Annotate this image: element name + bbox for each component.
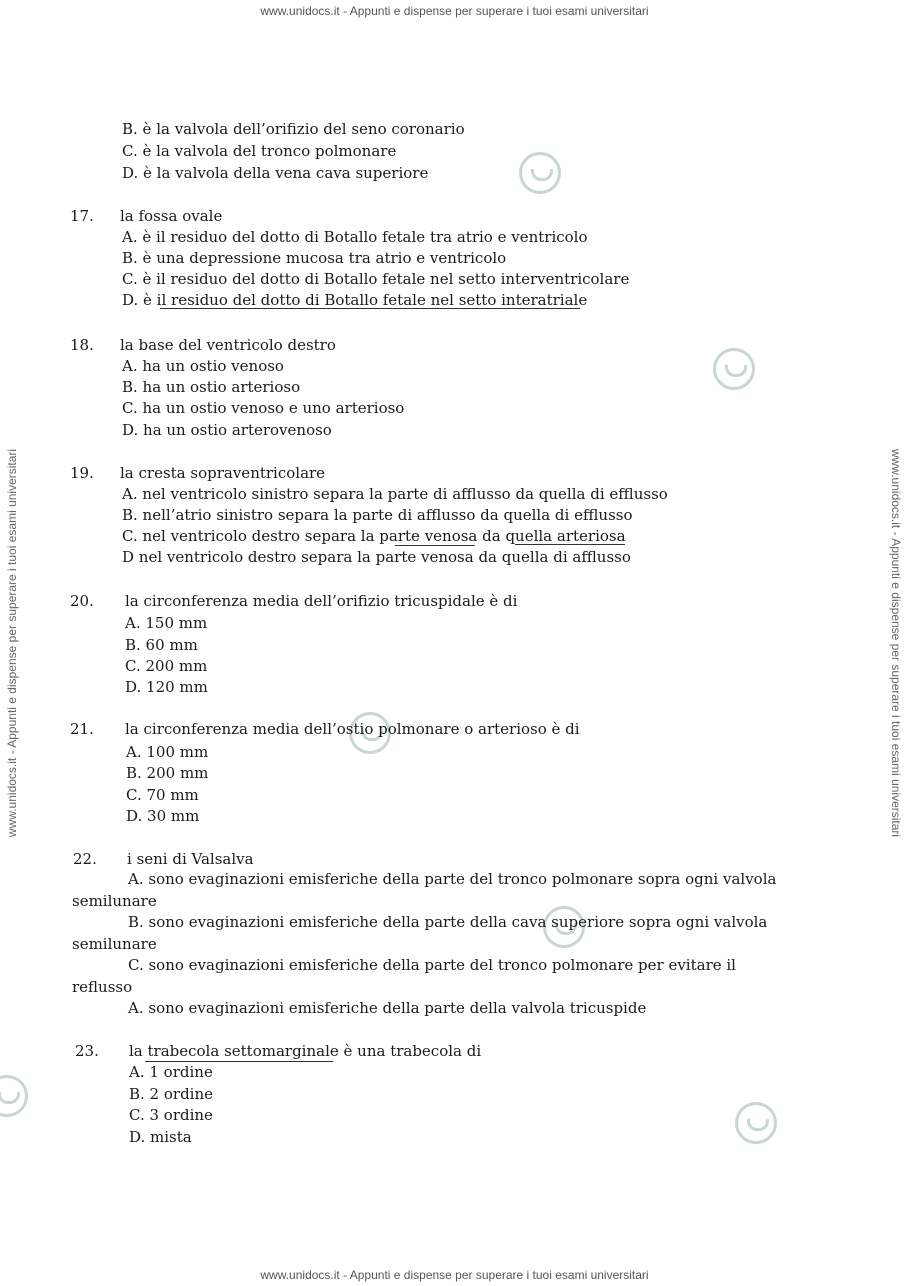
option-d: D. è la valvola della vena cava superiore xyxy=(122,164,429,182)
handwritten-underline xyxy=(145,1060,333,1062)
question-stem: la fossa ovale xyxy=(120,207,223,225)
option-b-continuation: semilunare xyxy=(72,935,157,953)
question-number: 23. xyxy=(75,1042,99,1060)
option-d: D. è il residuo del dotto di Botallo fetale nel setto interatriale xyxy=(122,291,588,309)
question-stem: i seni di Valsalva xyxy=(127,850,254,868)
watermark-bottom: www.unidocs.it - Appunti e dispense per superare i tuoi esami universitari xyxy=(260,1268,649,1282)
unidocs-logo-icon xyxy=(519,152,561,194)
option-d: D. mista xyxy=(129,1128,192,1146)
option-b: B. è una depressione mucosa tra atrio e ventricolo xyxy=(122,249,507,267)
option-a: A. è il residuo del dotto di Botallo fetale tra atrio e ventricolo xyxy=(122,228,588,246)
option-a: A. 150 mm xyxy=(125,614,208,632)
question-number: 20. xyxy=(70,592,94,610)
option-c: C. nel ventricolo destro separa la parte venosa da quella arteriosa xyxy=(122,527,626,545)
option-b: B. nell’atrio sinistro separa la parte di afflusso da quella di efflusso xyxy=(122,506,633,524)
question-stem: la circonferenza media dell’ostio polmonare o arterioso è di xyxy=(125,720,580,738)
option-b: B. 200 mm xyxy=(126,764,209,782)
option-d: D. 30 mm xyxy=(126,807,200,825)
watermark-right: www.unidocs.it - Appunti e dispense per superare i tuoi esami universitari xyxy=(889,448,903,838)
option-a-continuation: semilunare xyxy=(72,892,157,910)
question-stem: la base del ventricolo destro xyxy=(120,336,336,354)
question-number: 19. xyxy=(70,464,94,482)
option-c: C. è la valvola del tronco polmonare xyxy=(122,142,397,160)
option-a: A. 100 mm xyxy=(126,743,209,761)
option-b: B. sono evaginazioni emisferiche della parte della cava superiore sopra ogni valvola xyxy=(128,913,768,931)
option-a: A. ha un ostio venoso xyxy=(122,357,284,375)
option-c: C. 3 ordine xyxy=(129,1106,213,1124)
option-c: C. ha un ostio venoso e uno arterioso xyxy=(122,399,405,417)
option-c: C. 200 mm xyxy=(125,657,208,675)
option-b: B. ha un ostio arterioso xyxy=(122,378,301,396)
question-number: 21. xyxy=(70,720,94,738)
question-stem: la trabecola settomarginale è una trabecola di xyxy=(129,1042,482,1060)
question-number: 18. xyxy=(70,336,94,354)
handwritten-underline xyxy=(395,544,475,546)
option-c: C. è il residuo del dotto di Botallo fetale nel setto interventricolare xyxy=(122,270,630,288)
option-d: D nel ventricolo destro separa la parte venosa da quella di afflusso xyxy=(122,548,631,566)
option-b: B. 2 ordine xyxy=(129,1085,214,1103)
question-number: 17. xyxy=(70,207,94,225)
option-b: B. 60 mm xyxy=(125,636,198,654)
option-c: C. sono evaginazioni emisferiche della parte del tronco polmonare per evitare il xyxy=(128,956,736,974)
option-d: D. 120 mm xyxy=(125,678,208,696)
option-c: C. 70 mm xyxy=(126,786,199,804)
option-b: B. è la valvola dell’orifizio del seno coronario xyxy=(122,120,465,138)
question-stem: la circonferenza media dell’orifizio tricuspidale è di xyxy=(125,592,518,610)
option-c-continuation: reflusso xyxy=(72,978,133,996)
question-number: 22. xyxy=(73,850,97,868)
watermark-top: www.unidocs.it - Appunti e dispense per superare i tuoi esami universitari xyxy=(260,4,649,18)
handwritten-underline xyxy=(160,307,580,309)
option-a: A. 1 ordine xyxy=(129,1063,213,1081)
option-d: A. sono evaginazioni emisferiche della parte della valvola tricuspide xyxy=(128,999,647,1017)
unidocs-logo-icon xyxy=(735,1102,777,1144)
option-a: A. nel ventricolo sinistro separa la parte di afflusso da quella di efflusso xyxy=(122,485,668,503)
watermark-left: www.unidocs.it - Appunti e dispense per superare i tuoi esami universitari xyxy=(5,448,19,838)
handwritten-underline xyxy=(515,543,625,545)
question-stem: la cresta sopraventricolare xyxy=(120,464,326,482)
option-d: D. ha un ostio arterovenoso xyxy=(122,421,332,439)
unidocs-logo-icon xyxy=(713,348,755,390)
option-a: A. sono evaginazioni emisferiche della parte del tronco polmonare sopra ogni valvola xyxy=(128,870,777,888)
unidocs-logo-icon xyxy=(0,1075,28,1117)
